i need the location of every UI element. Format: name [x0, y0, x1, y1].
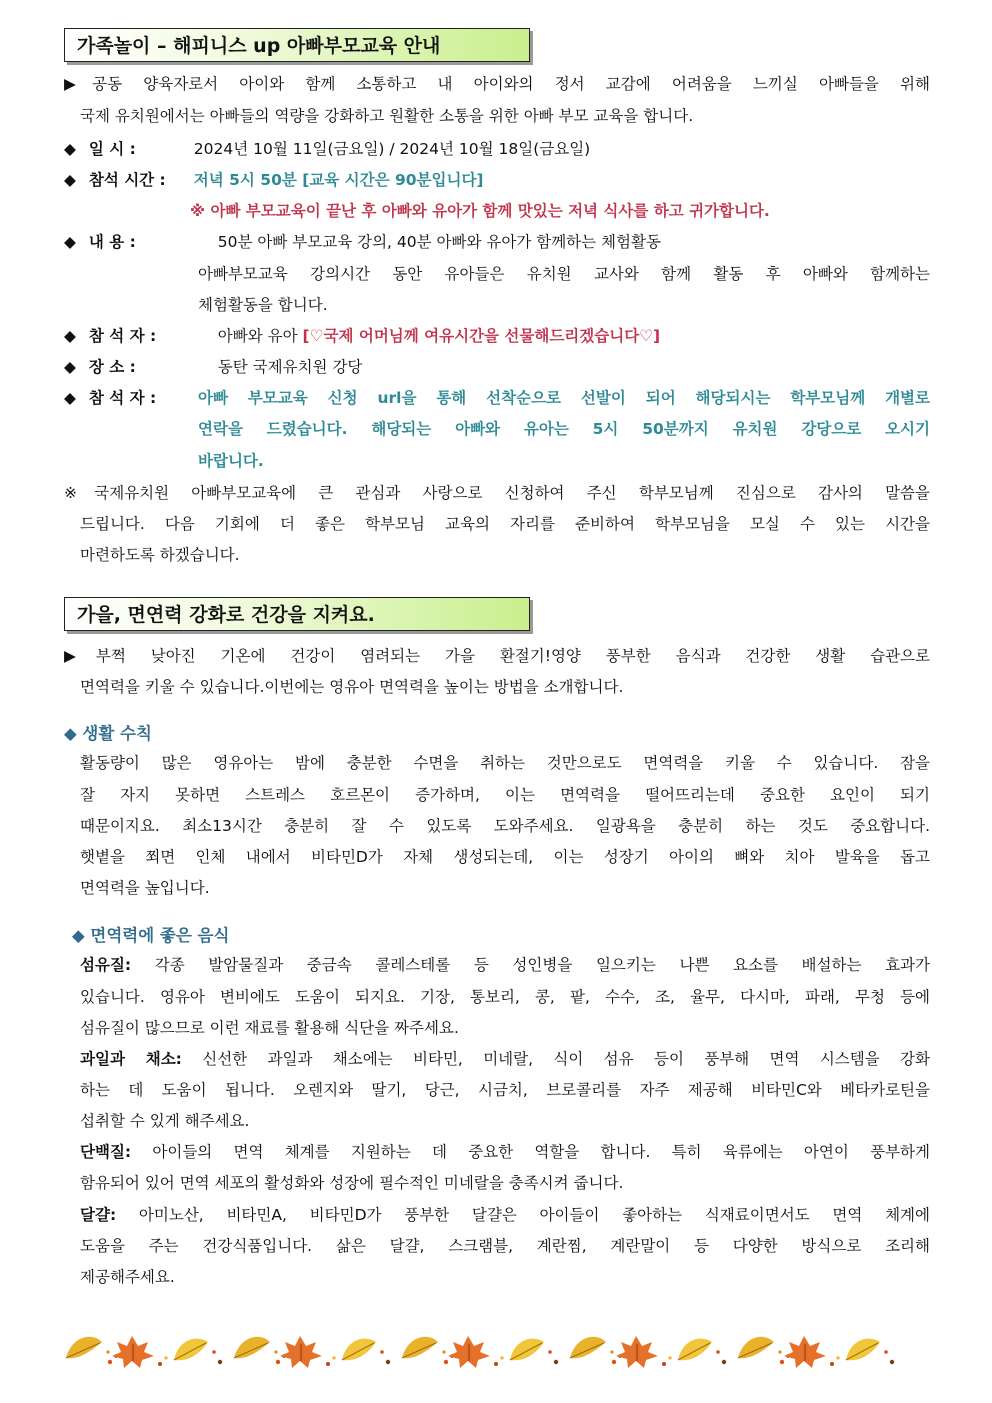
attendee-label: 참 석 자 : — [88, 327, 157, 345]
content-line1: 50분 아빠 부모교육 강의, 40분 아빠와 유아가 함께하는 체험활동 — [217, 233, 661, 251]
habit-line5: 면역력을 높입니다. — [80, 879, 210, 897]
food-protein-line1: 단백질: 아이들의 면역 체계를 지원하는 데 중요한 역할을 합니다. 특히 육류에는 아연이 풍부하게 — [80, 1143, 930, 1161]
food-fruit-line3: 섭취할 수 있게 해주세요. — [80, 1112, 250, 1130]
food-egg-line2: 도움을 주는 건강식품입니다. 삶은 달걀, 스크램블, 계란찜, 계란말이 등 다양한 방식으로 조리해 — [80, 1237, 930, 1255]
habit-heading: ◆ 생활 수칙 — [64, 724, 152, 743]
habit-line3: 때문이지요. 최소13시간 충분히 잘 수 있도록 도와주세요. 일광욕을 충분히 하는 것도 중요합니다. — [80, 817, 930, 835]
food-fiber-line3: 섬유질이 많으므로 이런 재료를 활용해 식단을 짜주세요. — [80, 1019, 459, 1037]
date-row — [64, 138, 590, 160]
time-row — [64, 169, 484, 191]
food-protein-line2: 함유되어 있어 면역 세포의 활성화와 성장에 필수적인 미네랄을 충족시켜 줍니다. — [80, 1174, 624, 1192]
diamond-bullet-icon: ◆ — [64, 358, 76, 376]
food-egg-line1: 달걀: 아미노산, 비타민A, 비타민D가 풍부한 달걀은 아이들이 좋아하는 식재료이면서도 면역 체계에 — [80, 1206, 930, 1224]
place-row — [64, 356, 362, 378]
diamond-bullet-icon: ◆ — [64, 140, 76, 158]
section1-intro-line2: 국제 유치원에서는 아빠들의 역량을 강화하고 원활한 소통을 위한 아빠 부모 교육을 합니다. — [80, 107, 694, 125]
attendee-row — [64, 325, 660, 347]
section2-intro-line1: ▶부쩍 낮아진 기온에 건강이 염려되는 가을 환절기!영양 풍부한 음식과 건강한 생활 습관으로 — [64, 647, 930, 665]
section2-title: 가을, 면연력 강화로 건강을 지켜요. — [64, 597, 530, 631]
attendee2-label: 참 석 자 : — [88, 389, 157, 407]
attendee2-line3: 바랍니다. — [198, 452, 264, 470]
attendee2-line1: 아빠 부모교육 신청 url을 통해 선착순으로 선발이 되어 해당되시는 학부모님께 개별로 — [198, 389, 930, 407]
attendee2-row — [64, 387, 213, 409]
content-row — [64, 231, 661, 253]
attendee-note: [♡국제 어머님께 여유시간을 선물해드리겠습니다♡] — [302, 327, 661, 345]
food-fruit-line2: 하는 데 도움이 됩니다. 오렌지와 딸기, 당근, 시금치, 브로콜리를 자주 제공해 비타민C와 베타카로틴을 — [80, 1081, 930, 1099]
thanks-line2: 드립니다. 다음 기회에 더 좋은 학부모님 교육의 자리를 준비하여 학부모님을 모실 수 있는 시간을 — [80, 515, 930, 533]
time-note: ※ 아빠 부모교육이 끝난 후 아빠와 유아가 함께 맛있는 저녁 식사를 하고 귀가합니다. — [190, 202, 770, 220]
content-line3: 체험활동을 합니다. — [198, 296, 328, 314]
diamond-bullet-icon: ◆ — [64, 233, 76, 251]
date-label: 일 시 : — [88, 140, 136, 158]
section1-intro-line1: ▶공동 양육자로서 아이와 함께 소통하고 내 아이와의 정서 교감에 어려움을 느끼실 아빠들을 위해 — [64, 75, 930, 93]
diamond-bullet-icon: ◆ — [64, 327, 76, 345]
place-value: 동탄 국제유치원 강당 — [217, 358, 363, 376]
food-egg-line3: 제공해주세요. — [80, 1268, 175, 1286]
autumn-leaves-border-icon — [62, 1328, 930, 1370]
food-fiber-line1: 섬유질: 각종 발암물질과 중금속 콜레스테롤 등 성인병을 일으키는 나쁜 요소를 배설하는 효과가 — [80, 956, 930, 974]
thanks-line3: 마련하도록 하겠습니다. — [80, 546, 240, 564]
place-label: 장 소 : — [88, 358, 136, 376]
content-line2: 아빠부모교육 강의시간 동안 유아들은 유치원 교사와 함께 활동 후 아빠와 함께하는 — [198, 265, 930, 283]
diamond-bullet-icon: ◆ — [64, 171, 76, 189]
food-fiber-term: 섬유질: — [80, 956, 132, 974]
food-fiber-line2: 있습니다. 영유아 변비에도 도움이 되지요. 기장, 통보리, 콩, 팥, 수수, 조, 율무, 다시마, 파래, 무청 등에 — [80, 988, 930, 1006]
time-label: 참석 시간 : — [88, 171, 166, 189]
date-value: 2024년 10월 11일(금요일) / 2024년 10월 18일(금요일) — [193, 140, 591, 158]
time-value: 저녁 5시 50분 [교육 시간은 90분입니다] — [193, 171, 484, 189]
food-fruit-line1: 과일과 채소: 신선한 과일과 채소에는 비타민, 미네랄, 식이 섬유 등이 풍부해 면역 시스템을 강화 — [80, 1050, 930, 1068]
section2-intro-line2: 면역력을 키울 수 있습니다.이번에는 영유아 면역력을 높이는 방법을 소개합니다. — [80, 678, 624, 696]
thanks-line1: ※국제유치원 아빠부모교육에 큰 관심과 사랑으로 신청하여 주신 학부모님께 진심으로 감사의 말씀을 — [64, 484, 930, 502]
food-fruit-term: 과일과 채소: — [80, 1050, 182, 1068]
section1-title: 가족놀이 – 해피니스 up 아빠부모교육 안내 — [64, 28, 530, 62]
food-egg-term: 달걀: — [80, 1206, 117, 1224]
food-protein-term: 단백질: — [80, 1143, 132, 1161]
habit-line1: 활동량이 많은 영유아는 밤에 충분한 수면을 취하는 것만으로도 면역력을 키울 수 있습니다. 잠을 — [80, 754, 930, 772]
attendee-value: 아빠와 유아 — [217, 327, 303, 345]
habit-line4: 햇볕을 쬐면 인체 내에서 비타민D가 자체 생성되는데, 이는 성장기 아이의 뼈와 치아 발육을 돕고 — [80, 848, 930, 866]
diamond-bullet-icon: ◆ — [64, 389, 76, 407]
content-label: 내 용 : — [88, 233, 136, 251]
food-heading: ◆ 면역력에 좋은 음식 — [72, 926, 230, 945]
attendee2-line2: 연락을 드렸습니다. 해당되는 아빠와 유아는 5시 50분까지 유치원 강당으로 오시기 — [198, 420, 930, 438]
habit-line2: 잘 자지 못하면 스트레스 호르몬이 증가하며, 이는 면역력을 떨어뜨리는데 중요한 요인이 되기 — [80, 786, 930, 804]
